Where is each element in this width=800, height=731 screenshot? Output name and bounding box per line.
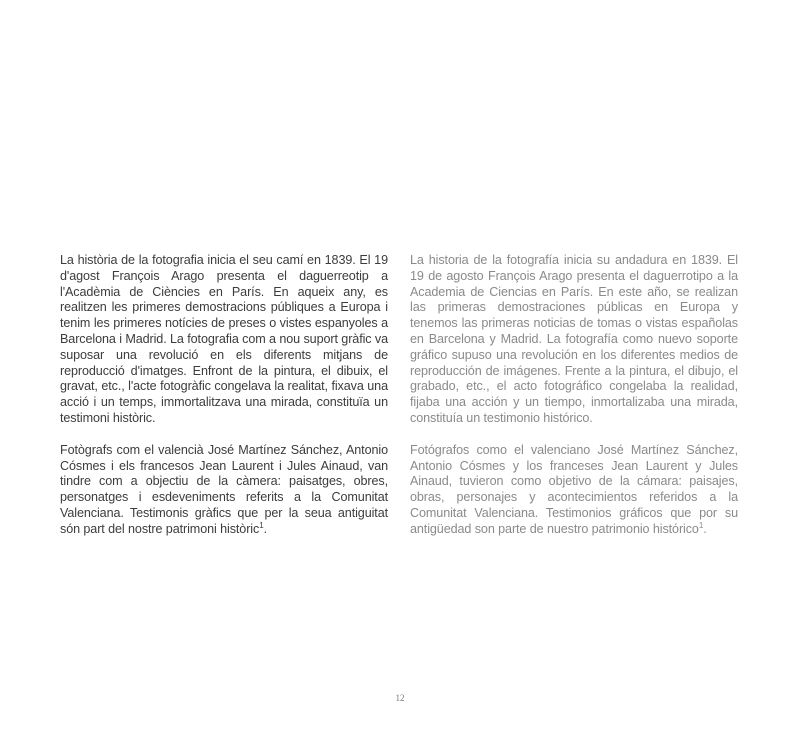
valencian-paragraph-2-end: .	[263, 521, 267, 536]
spanish-text-column	[410, 253, 738, 554]
valencian-text-column	[60, 253, 388, 554]
page-number: 12	[395, 693, 405, 703]
footnote-mark: 1	[259, 520, 264, 530]
footnote-mark: 1	[698, 520, 704, 530]
valencian-paragraph-2-text: Fotògrafs com el valencià José Martínez Sánchez, Antonio Cósmes i els francesos Jean Laurent i Jules Ainaud, van tindre com a objectiu de la càmera: paisatges, obres, personatges i esdeveniments referits a la Comunitat Valenciana. Testimonis gràfics que per la seua antiguitat són part del nostre patrimoni històric	[60, 442, 388, 536]
spanish-paragraph-2-end: .	[703, 521, 707, 536]
spanish-paragraph-2-text: Fotógrafos como el valenciano José Martínez Sánchez, Antonio Cósmes y los franceses Jean Laurent y Jules Ainaud, tuvieron como objetivo de la cámara: paisajes, obras, personajes y acontecimientos referidos a la Comunitat Valenciana. Testimonios gráficos que por su antigüedad son parte de nuestro patrimonio histórico	[410, 442, 738, 536]
valencian-paragraph-2	[60, 443, 388, 538]
valencian-paragraph-1: La història de la fotografia inicia el seu camí en 1839. El 19 d'agost François Arago presenta el daguerreotip a l'Acadèmia de Ciències en París. En aqueix any, es realitzen les primeres demostracions públiques a Europa i tenim les primeres notícies de preses o vistes espanyoles a Barcelona i Madrid. La fotografia com a nou suport gràfic va suposar una revolució en els diferents mitjans de reproducció d'imatges. Enfront de la pintura, el dibuix, el gravat, etc., l'acte fotogràfic congelava la realitat, fixava una acció i un temps, immortalitzava una mirada, constituïa un testimoni històric.	[60, 253, 388, 425]
spanish-paragraph-1: La historia de la fotografía inicia su andadura en 1839. El 19 de agosto François Arago presenta el daguerrotipo a la Academia de Ciencias en París. En este año, se realizan las primeras demostraciones públicas en Europa y tenemos las primeras noticias de tomas o vistas españolas en Barcelona y Madrid. La fotografía como nuevo soporte gráfico supuso una revolución en los diferentes medios de reproducción de imágenes. Frente a la pintura, el dibujo, el grabado, etc., el acto fotográfico congelaba la realidad, fijaba una acción y un tiempo, inmortalizaba una mirada, constituía un testimonio histórico.	[410, 253, 738, 425]
spanish-paragraph-2	[410, 443, 738, 538]
